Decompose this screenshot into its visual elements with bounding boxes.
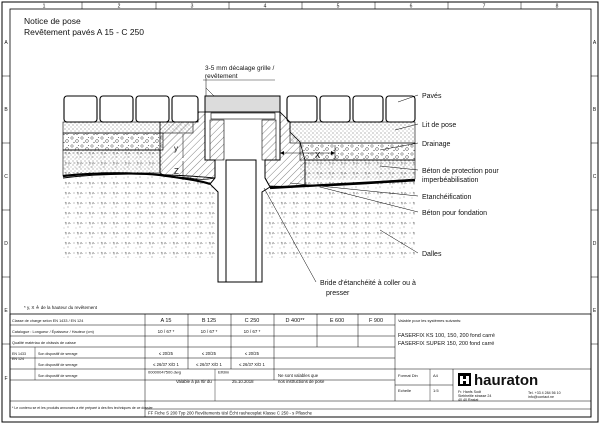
footnote: * y, X ≙ de la hauteur du revêtement — [24, 305, 97, 310]
frame-letter-e-right: E — [592, 308, 597, 314]
format-value: A4 — [433, 373, 438, 378]
label-beton-fondation: Béton pour fondation — [422, 210, 487, 217]
label-beton-protection-1: Béton de protection pour — [422, 168, 499, 175]
frame-number-1: 1 — [42, 3, 46, 10]
address-line-1: Fr. Hanfs Sodt — [458, 390, 481, 394]
drawing-number: 00000047500.dwg — [148, 369, 181, 375]
label-beton-protection-2: imperbéabilisation — [422, 177, 479, 184]
class-f900: F 900 — [368, 318, 384, 324]
frame-letter-e: E — [4, 308, 8, 314]
frame-letter-f: F — [4, 376, 8, 382]
note-line-2: nos instructions de pose — [278, 379, 325, 384]
class-a15: A 15 — [160, 318, 172, 324]
frame-number-7: 7 — [482, 3, 486, 10]
protection-concrete-left — [63, 150, 163, 173]
pavers-left — [64, 96, 198, 122]
company-logo — [458, 372, 538, 389]
frame-letter-b-right: B — [592, 107, 597, 113]
row3-c250: ≤ 20/25 — [245, 351, 259, 356]
frame-number-3: 3 — [190, 3, 194, 10]
bedding-right — [290, 122, 415, 143]
company-name: hauraton — [474, 372, 539, 389]
label-bride-2: presser — [326, 290, 350, 297]
row-label-material: Qualité matériau de châssis de caisse — [12, 341, 76, 345]
row4-a15: ≤ 26/37 X/D 1 — [153, 362, 179, 367]
row-label-clamp-1: Son dispositif de serrage — [38, 352, 78, 356]
class-d400: D 400** — [285, 318, 305, 324]
protection-concrete-right — [300, 160, 415, 180]
valid-from-date: 25.10.2018 — [232, 379, 254, 384]
dim-c250: 10 / 67 * — [243, 329, 261, 334]
channel-inner-left — [210, 120, 224, 160]
class-c250: C 250 — [244, 318, 260, 324]
dimension-z-label: Z — [174, 167, 179, 176]
class-e600: E 600 — [329, 318, 345, 324]
frame-letter-a-right: A — [592, 40, 597, 46]
side-code-en1433: EN 1433 — [12, 352, 26, 356]
scale-label: Echelle — [398, 388, 412, 393]
note-line-1: Ne sont valables que — [278, 373, 319, 378]
bottom-description: FF Fiche S 200 Typ 200 Revêtements tésl Écht rauheosplat Klasse C 250 - s Pflasche — [148, 410, 313, 416]
title-line-1: Notice de pose — [24, 16, 81, 26]
row3-a15: ≤ 20/25 — [159, 351, 173, 356]
label-drainage: Drainage — [422, 141, 451, 148]
row4-c250: ≤ 26/37 X/D 1 — [239, 362, 265, 367]
dalles-layer-right — [265, 181, 415, 258]
pavers-right — [287, 96, 415, 122]
system-1: FASERFIX KS 100, 150, 200 fond carré — [398, 333, 495, 339]
valid-from-label: Valable à pa rtir du — [176, 379, 212, 384]
address-line-2: Siebheitle strasse 24 — [458, 394, 492, 398]
cross-section — [63, 78, 415, 282]
bottom-note: * Le contenu se et les produits annoncés a été préparé à des fins techniques de ce dossier — [12, 406, 153, 410]
label-etancheification: Etanchéification — [422, 194, 472, 201]
frame-letter-d-right: D — [592, 241, 597, 247]
drawn-by: Elfdim — [218, 369, 230, 375]
company-email: info@contact.ne — [528, 395, 555, 399]
offset-note-line-2: revêtement — [205, 73, 238, 80]
frame-letter-c-right: C — [592, 174, 597, 180]
row-label-clamp-3: Son dispositif de serrage — [38, 374, 78, 378]
frame-number-4: 4 — [263, 3, 267, 10]
company-address — [458, 390, 561, 402]
frame-number-8: 8 — [555, 3, 559, 10]
format-label: Format Din — [398, 373, 418, 378]
title-line-2: Revêtement pavés A 15 - C 250 — [24, 27, 145, 37]
channel-grate — [205, 96, 280, 112]
outlet-pipe — [226, 160, 256, 282]
row-label-load-class: Classe de charge selon EN 1433 / EN 124 — [12, 319, 84, 323]
label-dalles: Dalles — [422, 251, 442, 258]
frame-letter-d: D — [4, 241, 8, 247]
valid-systems-header: Valable pour les systèmes suivants: — [398, 318, 462, 323]
dim-b125: 10 / 67 * — [200, 329, 218, 334]
dim-a15: 10 / 67 * — [157, 329, 175, 334]
row4-b125: ≤ 26/37 X/D 1 — [196, 362, 222, 367]
dimension-y-label: y — [174, 144, 178, 153]
label-bride-1: Bride d'étanchéité à coller ou à — [320, 280, 416, 287]
frame-number-6: 6 — [409, 3, 413, 10]
frame-number-2: 2 — [117, 3, 121, 10]
dimension-x-label: X — [315, 151, 321, 160]
dalles-layer — [63, 174, 215, 258]
company-tel: Tel. +33 4 284 56 10 — [528, 391, 561, 395]
row3-b125: ≤ 20/25 — [202, 351, 216, 356]
system-2: FASERFIX SUPER 150, 200 fond carré — [398, 341, 495, 347]
title-block — [10, 314, 591, 417]
frame-number-5: 5 — [336, 3, 340, 10]
row-label-clamp-2: Son dispositif de serrage — [38, 363, 78, 367]
label-paves: Pavés — [422, 93, 442, 100]
frame-letter-c: C — [4, 174, 8, 180]
channel-inner-right — [262, 120, 276, 160]
drainage-left — [63, 133, 163, 150]
frame-numbers — [43, 2, 559, 10]
side-code-en124: EN 124 — [12, 357, 24, 361]
frame-letter-a: A — [4, 40, 8, 46]
scale-value: 1:5 — [433, 388, 439, 393]
label-lit-de-pose: Lit de pose — [422, 122, 457, 129]
row-label-catalogue: Catalogue : Longueur / Épaisseur / Hauteur (cm) — [12, 330, 94, 334]
class-b125: B 125 — [201, 318, 217, 324]
offset-note-line-1: 3-5 mm décalage grille / — [205, 65, 275, 72]
address-line-3: 40 40 Rastat — [458, 398, 479, 402]
frame-letter-b: B — [4, 107, 8, 113]
